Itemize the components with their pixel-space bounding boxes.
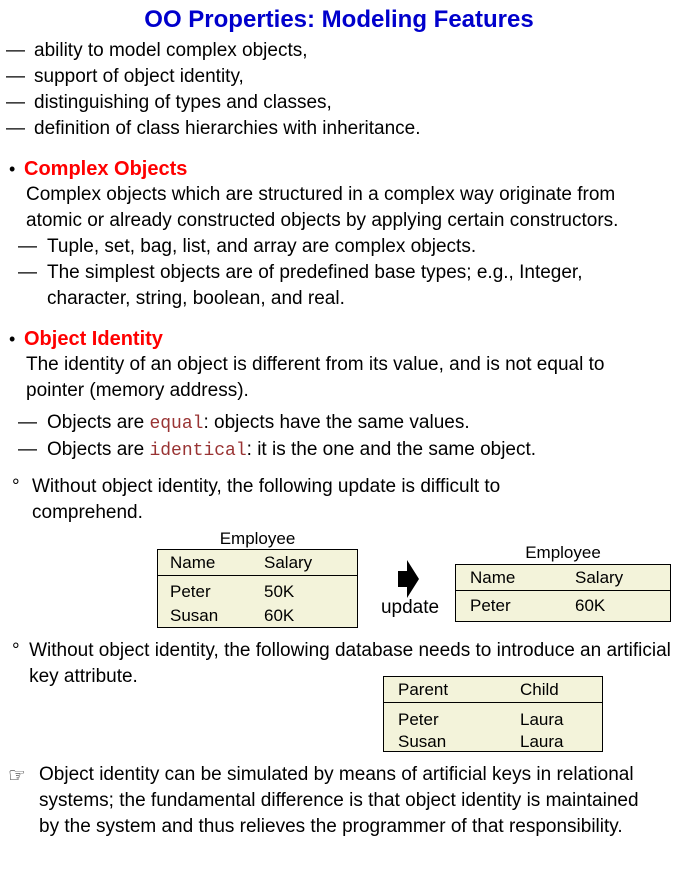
- cell: 60K: [264, 606, 295, 625]
- section-paragraph: The identity of an object is different from its value, and is not equal to pointer (memory address).: [26, 354, 605, 401]
- list-item: [18, 410, 674, 437]
- cell: Peter: [398, 710, 439, 729]
- section-complex-objects: [4, 157, 674, 312]
- note-text: Without object identity, the following database needs to introduce an artificial key attribute.: [29, 640, 671, 687]
- dash-bullet: —: [18, 412, 37, 433]
- cell: Susan: [398, 732, 447, 751]
- note-text: Without object identity, the following update is difficult to comprehend.: [32, 476, 501, 523]
- section-paragraph: Complex objects which are structured in a complex way originate from atomic or already constructed objects by applying certain constructors.: [26, 184, 619, 231]
- code-word: identical: [149, 441, 247, 461]
- table-row: [158, 603, 357, 627]
- item-prefix: Objects are: [47, 412, 150, 433]
- list-item: [6, 90, 674, 116]
- dash-bullet: —: [6, 118, 25, 139]
- cell: Peter: [470, 596, 511, 615]
- column-header: Salary: [575, 568, 624, 587]
- note-hand: [8, 762, 674, 840]
- dash-bullet: —: [6, 40, 25, 61]
- dash-bullet: —: [6, 66, 25, 87]
- employee-table-after: [455, 564, 671, 622]
- code-word: equal: [149, 414, 204, 434]
- list-item-text: [47, 410, 470, 437]
- table-row: [384, 729, 602, 751]
- list-item: [6, 38, 674, 64]
- list-item: [6, 116, 674, 142]
- column-header: Parent: [398, 680, 449, 699]
- column-header: Child: [520, 680, 559, 699]
- column-header: Salary: [264, 553, 313, 572]
- cell: Susan: [170, 606, 219, 625]
- list-item-text: definition of class hierarchies with inheritance.: [34, 118, 421, 139]
- list-item: [18, 260, 674, 312]
- dot-bullet: •: [9, 159, 16, 179]
- column-header: Name: [170, 553, 216, 572]
- column-header: Name: [470, 568, 516, 587]
- right-arrow-icon: [398, 559, 420, 599]
- cell: Laura: [520, 732, 564, 751]
- update-diagram: [4, 528, 674, 628]
- note-text: Object identity can be simulated by means of artificial keys in relational systems; the fundamental difference is that object identity is maintained by the system and thus relieves the programmer of that responsibility.: [39, 764, 639, 837]
- list-item-text: distinguishing of types and classes,: [34, 92, 332, 113]
- degree-bullet: °: [12, 476, 20, 497]
- list-item-text: support of object identity,: [34, 66, 244, 87]
- pointing-hand-icon: ☞: [8, 763, 26, 787]
- table-row: [456, 591, 670, 621]
- list-item-text: Tuple, set, bag, list, and array are complex objects.: [47, 236, 477, 257]
- list-item: [6, 64, 674, 90]
- list-item-text: [47, 437, 536, 464]
- cell: Laura: [520, 710, 564, 729]
- page-title: OO Properties: Modeling Features: [144, 6, 534, 33]
- table-header-row: [158, 550, 357, 576]
- list-item: [18, 437, 674, 464]
- cell: 50K: [264, 582, 295, 601]
- dot-bullet: •: [9, 329, 16, 349]
- dash-bullet: —: [18, 236, 37, 257]
- note-update: [12, 474, 674, 526]
- cell: Peter: [170, 582, 211, 601]
- dash-bullet: —: [6, 92, 25, 113]
- list-item-text: The simplest objects are of predefined base types; e.g., Integer, character, string, boolean, and real.: [47, 262, 583, 309]
- cell: 60K: [575, 596, 606, 615]
- section-heading-text: Complex Objects: [24, 158, 188, 180]
- section-heading: [9, 157, 674, 181]
- item-suffix: : objects have the same values.: [203, 412, 470, 433]
- section-object-identity: [4, 327, 674, 464]
- section-heading: [9, 327, 674, 351]
- item-prefix: Objects are: [47, 439, 150, 460]
- dash-bullet: —: [18, 439, 37, 460]
- item-suffix: : it is the one and the same object.: [246, 439, 537, 460]
- list-item-text: ability to model complex objects,: [34, 40, 308, 61]
- sub-list: [4, 234, 674, 312]
- employee-table-before: [157, 549, 358, 628]
- table-title: Employee: [219, 529, 296, 548]
- arrow-label: update: [380, 597, 440, 618]
- dash-bullet: —: [18, 262, 37, 283]
- sub-list: [4, 410, 674, 464]
- table-row: [158, 579, 357, 603]
- key-note-block: [4, 638, 674, 750]
- degree-bullet: °: [12, 640, 20, 661]
- table-header-row: [384, 677, 602, 703]
- list-item: [18, 234, 674, 260]
- section-heading-text: Object Identity: [24, 328, 163, 350]
- table-header-row: [456, 565, 670, 591]
- intro-list: [4, 38, 674, 142]
- parent-child-table: [383, 676, 603, 752]
- table-title: Employee: [525, 543, 601, 562]
- table-row: [384, 707, 602, 729]
